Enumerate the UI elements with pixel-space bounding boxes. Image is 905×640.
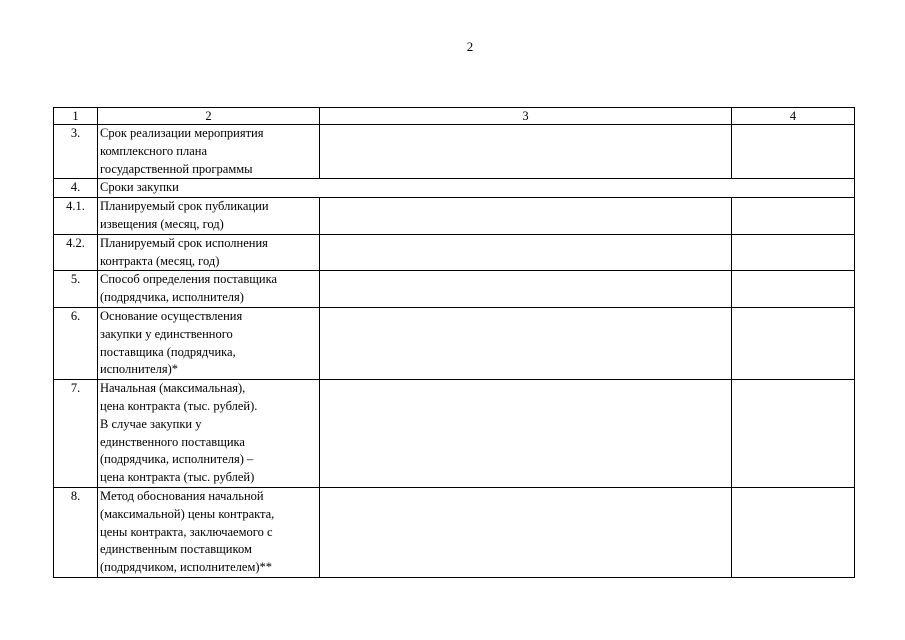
- row-number: 3.: [54, 125, 98, 179]
- header-row: [54, 108, 855, 125]
- row-value-cell: [320, 234, 732, 271]
- row-extra-cell: [732, 487, 855, 577]
- row-label: Планируемый срок исполнения контракта (месяц, год): [98, 234, 320, 271]
- header-cell-1: 1: [54, 108, 98, 125]
- row-label-merged: Сроки закупки: [98, 179, 855, 198]
- row-number: 6.: [54, 307, 98, 379]
- row-label: Основание осуществления закупки у единственного поставщика (подрядчика, исполнителя)*: [98, 307, 320, 379]
- header-cell-2: 2: [98, 108, 320, 125]
- row-label: Планируемый срок публикации извещения (месяц, год): [98, 198, 320, 235]
- table-row: [54, 234, 855, 271]
- procurement-table: [53, 107, 855, 578]
- row-extra-cell: [732, 125, 855, 179]
- row-value-cell: [320, 307, 732, 379]
- page-number: 2: [466, 39, 474, 54]
- row-label: Способ определения поставщика (подрядчика, исполнителя): [98, 271, 320, 308]
- row-extra-cell: [732, 307, 855, 379]
- row-value-cell: [320, 487, 732, 577]
- row-number: 7.: [54, 380, 98, 488]
- row-value-cell: [320, 380, 732, 488]
- table-row: [54, 487, 855, 577]
- row-number: 4.1.: [54, 198, 98, 235]
- table-row: [54, 271, 855, 308]
- row-value-cell: [320, 125, 732, 179]
- table-row: [54, 125, 855, 179]
- row-extra-cell: [732, 234, 855, 271]
- row-value-cell: [320, 271, 732, 308]
- row-number: 4.2.: [54, 234, 98, 271]
- table-row: [54, 307, 855, 379]
- row-label: Срок реализации мероприятия комплексного плана государственной программы: [98, 125, 320, 179]
- table-row: [54, 179, 855, 198]
- header-cell-3: 3: [320, 108, 732, 125]
- table-row: [54, 380, 855, 488]
- row-number: 4.: [54, 179, 98, 198]
- row-number: 8.: [54, 487, 98, 577]
- row-extra-cell: [732, 198, 855, 235]
- row-value-cell: [320, 198, 732, 235]
- row-extra-cell: [732, 380, 855, 488]
- row-label: Метод обоснования начальной (максимальной) цены контракта, цены контракта, заключаемого с единственным поставщиком (подрядчиком, исполнителем)**: [98, 487, 320, 577]
- row-number: 5.: [54, 271, 98, 308]
- header-cell-4: 4: [732, 108, 855, 125]
- row-label: Начальная (максимальная), цена контракта (тыс. рублей). В случае закупки у единственного поставщика (подрядчика, исполнителя) – цена контракта (тыс. рублей): [98, 380, 320, 488]
- row-extra-cell: [732, 271, 855, 308]
- table-row: [54, 198, 855, 235]
